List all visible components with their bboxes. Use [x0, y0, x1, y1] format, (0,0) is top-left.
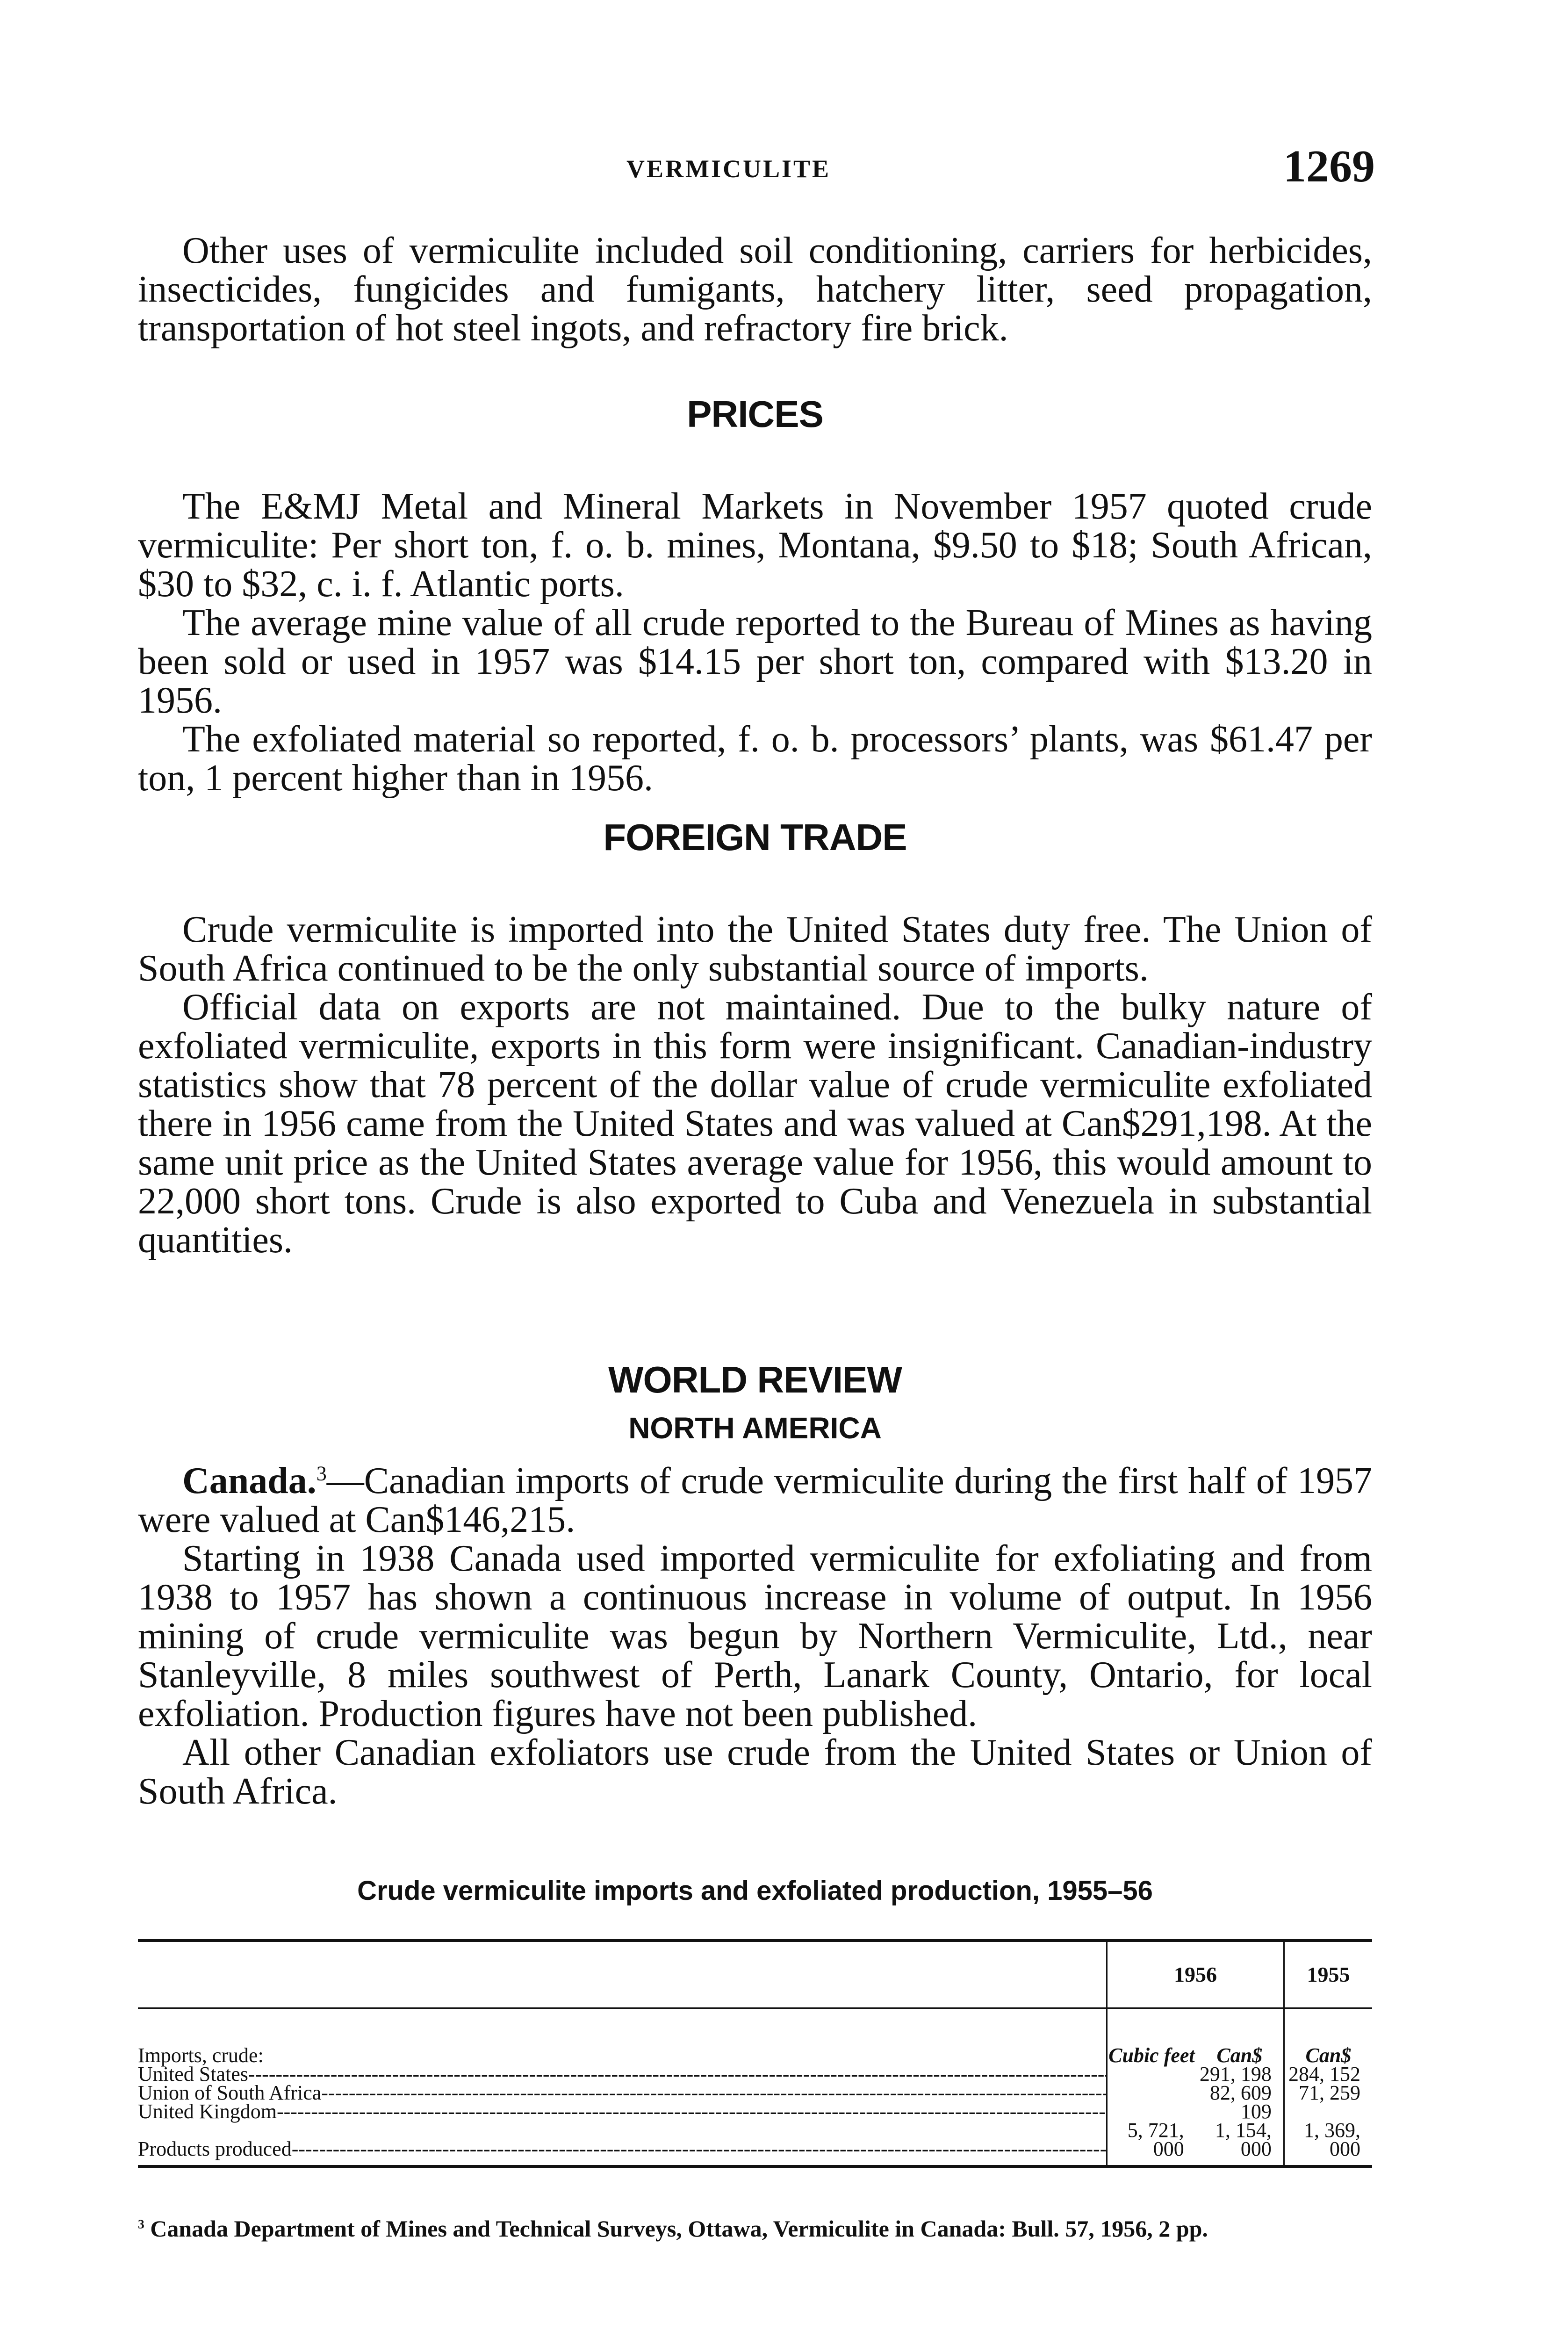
table-cell: 1, 154, 000 [1196, 2121, 1284, 2166]
canada-text: —Canadian imports of crude vermiculite during the first half of 1957 were valued at Can$146,215. [138, 1460, 1372, 1540]
footnote-ref: 3 [316, 1462, 327, 1485]
footnote-text: Canada Department of Mines and Technical Surveys, Ottawa, Vermiculite in Canada: Bull. 57, 1956, 2 pp. [150, 2215, 1208, 2242]
column-header-1956: 1956 [1107, 1942, 1284, 2008]
footnote-section [138, 2216, 1372, 2241]
prices-paragraph: The E&MJ Metal and Mineral Markets in November 1957 quoted crude vermiculite: Per short ton, f. o. b. mines, Montana, $9.50 to $18; South African, $30 to $32, c. i. f. Atlantic ports. [138, 486, 1372, 605]
intro-section [138, 231, 1372, 348]
footnote [138, 2216, 1372, 2241]
section-heading-prices: PRICES [687, 393, 823, 435]
table-row [138, 2065, 1372, 2084]
table-row [138, 2121, 1372, 2166]
table-cell: 82, 609 [1209, 2081, 1272, 2104]
table-cell [1284, 2102, 1372, 2121]
table-cell: 5, 721, 000 [1107, 2121, 1196, 2166]
table-row [138, 2084, 1372, 2102]
prices-paragraph: The average mine value of all crude reported to the Bureau of Mines as having been sold or used in 1957 was $14.15 per short ton, compared with $13.20 in 1956. [138, 602, 1372, 721]
table-row [138, 2008, 1372, 2065]
table-cell: 284, 152 [1284, 2065, 1372, 2084]
data-table [138, 1939, 1372, 2168]
table-header-row [138, 1942, 1372, 2008]
table-cell: 71, 259 [1284, 2084, 1372, 2102]
foreign-trade-paragraph: Official data on exports are not maintained. Due to the bulky nature of exfoliated vermiculite, exports in this form were insignificant. Canadian-industry statistics show that 78 percent of the dollar value of crude vermiculite exfoliated there in 1956 came from the United States and was valued at Can$291,198. At the same unit price as the United States average value for 1956, this would amount to 22,000 short tons. Crude is also exported to Cuba and Venezuela in substantial quantities. [138, 987, 1372, 1261]
table-cell [1107, 2065, 1196, 2084]
table-title: Crude vermiculite imports and exfoliated production, 1955–56 [357, 1876, 1153, 1906]
table-cell: 1, 369, 000 [1284, 2121, 1372, 2166]
running-title: VERMICULITE [626, 155, 831, 183]
row-label: Imports, crude: [138, 2044, 264, 2067]
subheading-north-america: NORTH AMERICA [628, 1411, 882, 1445]
foreign-trade-section [138, 816, 1372, 1260]
row-label: Products produced [138, 2137, 292, 2160]
row-label: Union of South Africa [138, 2081, 322, 2104]
canada-paragraph [138, 1462, 1372, 1539]
column-header-1955: 1955 [1284, 1942, 1372, 2008]
table-cell: 109 [1240, 2100, 1272, 2123]
world-review-paragraph: Starting in 1938 Canada used imported vermiculite for exfoliating and from 1938 to 1957 has shown a continuous increase in volume of output. In 1956 mining of crude vermiculite was begun by Northern Vermiculite, Ltd., near Stanleyville, 8 miles southwest of Perth, Lanark County, Ontario, for local exfoliation. Production figures have not been published. [138, 1538, 1372, 1734]
table-cell [1107, 2102, 1196, 2121]
table-cell: 291, 198 [1199, 2063, 1272, 2085]
world-review-section [138, 1358, 1372, 1811]
canada-label: Canada. [182, 1460, 316, 1501]
unit-label: Cubic feet [1107, 2008, 1196, 2065]
prices-paragraph: The exfoliated material so reported, f. o. b. processors’ plants, was $61.47 per ton, 1 percent higher than in 1956. [138, 719, 1372, 799]
section-heading-foreign-trade: FOREIGN TRADE [603, 816, 907, 858]
row-label: United Kingdom [138, 2100, 277, 2123]
table-cell [1107, 2084, 1196, 2102]
world-review-paragraph: All other Canadian exfoliators use crude from the United States or Union of South Africa. [138, 1732, 1372, 1812]
unit-label: Can$ [1216, 2044, 1263, 2067]
unit-label: Can$ [1284, 2008, 1372, 2065]
intro-paragraph: Other uses of vermiculite included soil conditioning, carriers for herbicides, insecticides, fungicides and fumigants, hatchery litter, seed propagation, transportation of hot steel ingots, and refractory fire brick. [138, 230, 1372, 349]
table-section [138, 1875, 1372, 2168]
footnote-marker: 3 [138, 2216, 144, 2231]
foreign-trade-paragraph: Crude vermiculite is imported into the United States duty free. The Union of South Africa continued to be the only substantial source of imports. [138, 909, 1372, 989]
table-row [138, 2102, 1372, 2121]
prices-section [138, 393, 1372, 798]
row-label: United States [138, 2063, 248, 2085]
page-number: 1269 [1283, 141, 1375, 192]
section-heading-world-review: WORLD REVIEW [608, 1359, 902, 1400]
